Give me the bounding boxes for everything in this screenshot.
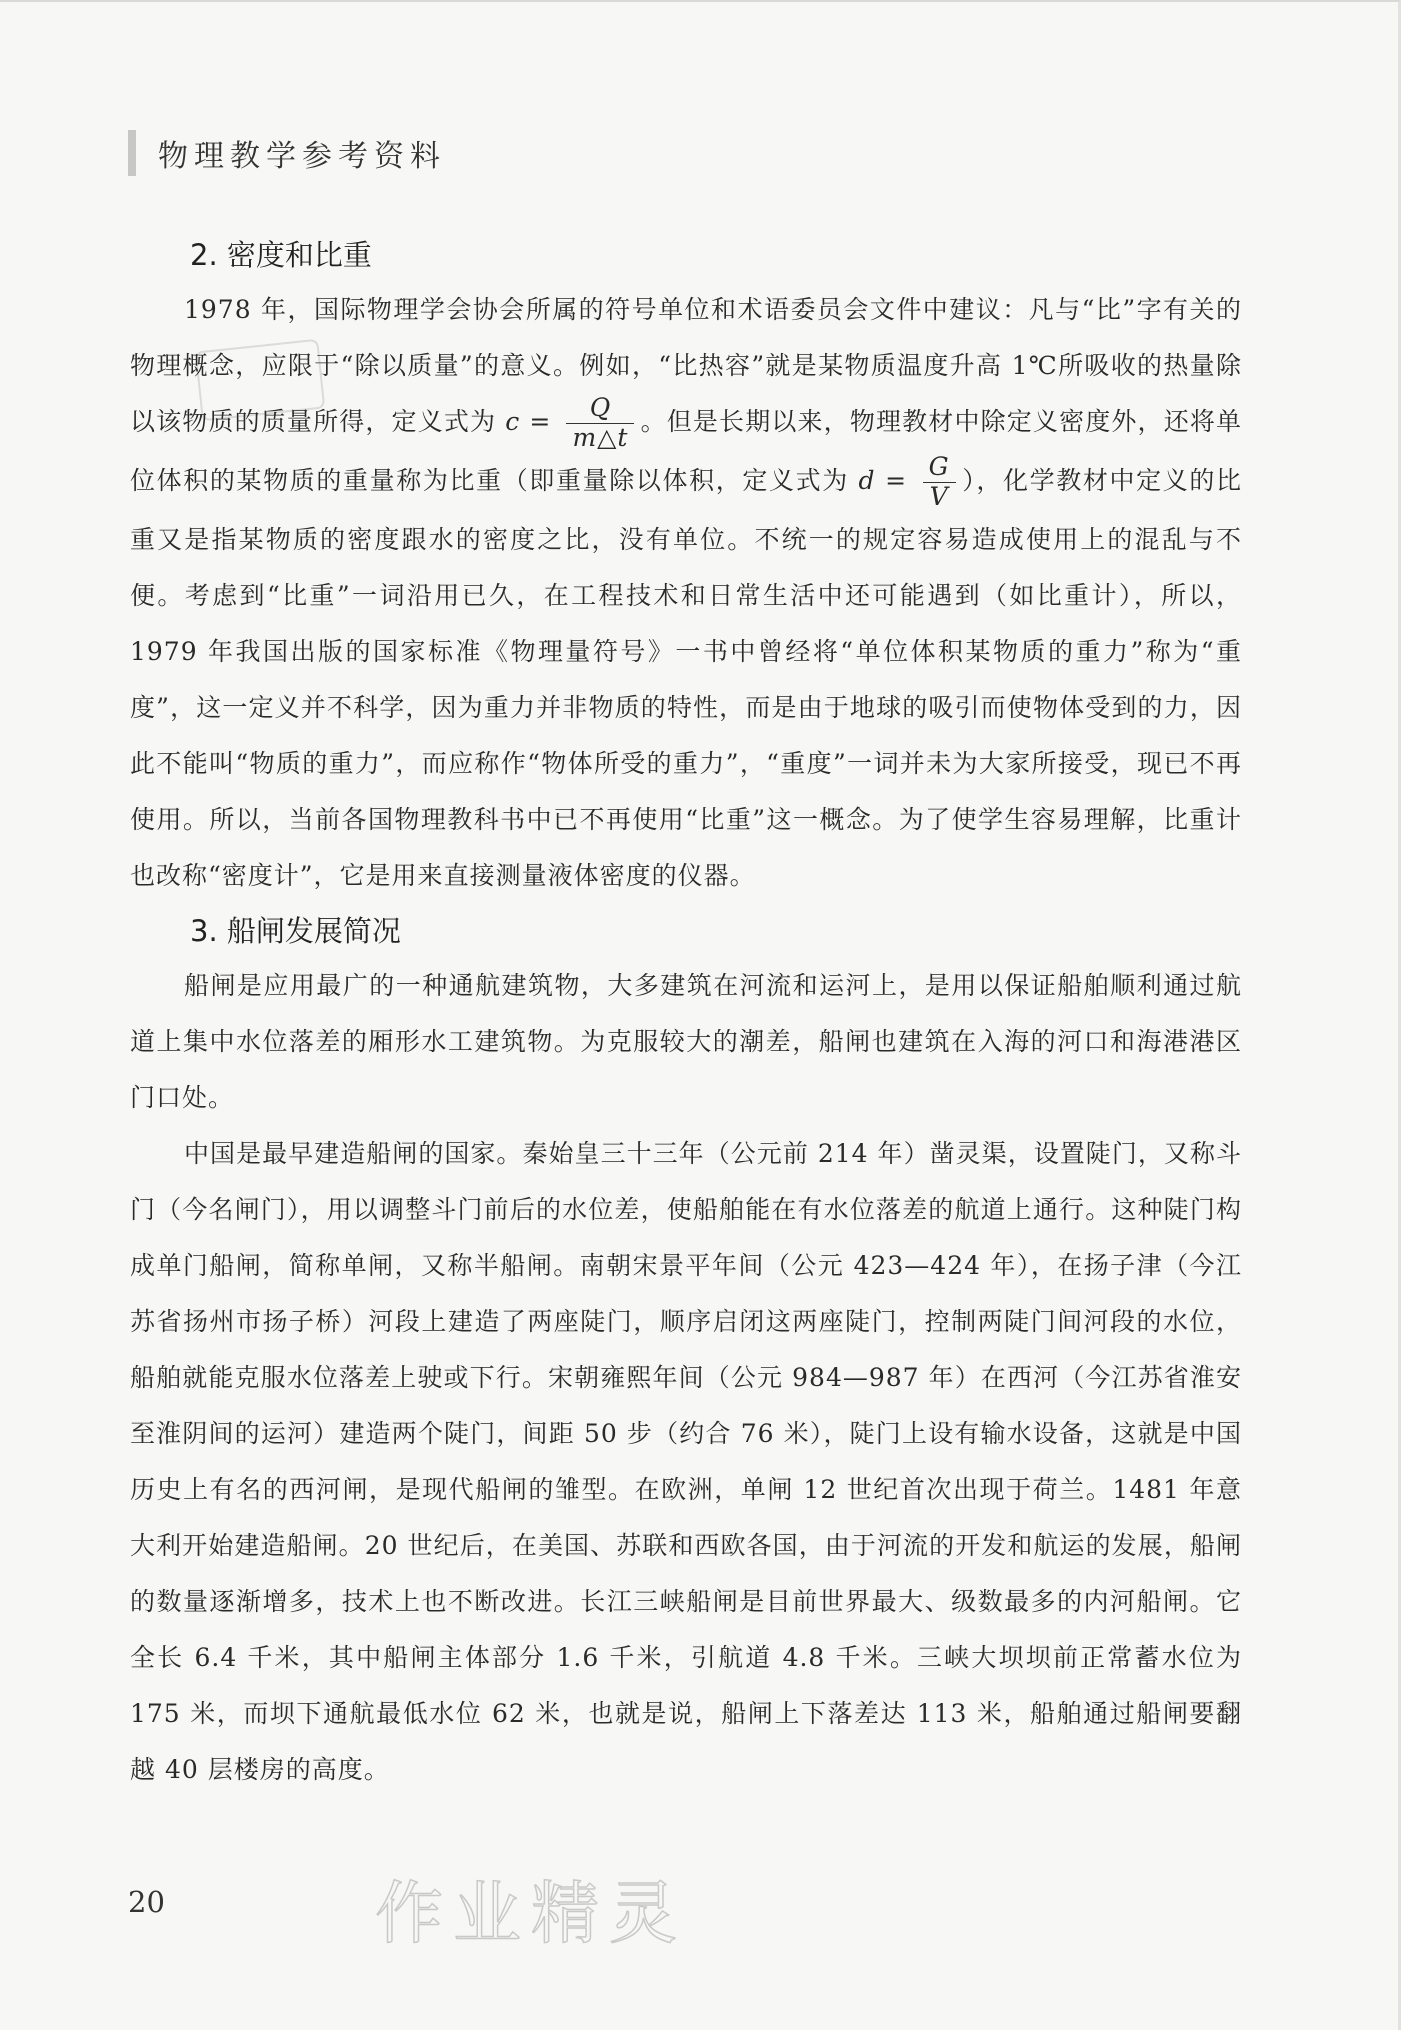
section-heading-density: 2. 密度和比重 — [190, 238, 372, 272]
formula-denominator: V — [929, 481, 949, 511]
formula-numerator: Q — [566, 394, 634, 424]
page-number: 20 — [128, 1885, 165, 1919]
paragraph-ship-lock-intro: 船闸是应用最广的一种通航建筑物，大多建筑在河流和运河上，是用以保证船舶顺利通过航道上集中水位落差的厢形水工建筑物。为克服较大的潮差，船闸也建筑在入海的河口和海港港区门口处。 — [130, 970, 1242, 1112]
formula-denominator: m△t — [572, 423, 629, 452]
section-heading-ship-lock: 3. 船闸发展简况 — [190, 913, 401, 948]
main-content — [130, 228, 1242, 1798]
paragraph-ship-lock-history: 中国是最早建造船闸的国家。秦始皇三十三年（公元前 214 年）凿灵渠，设置陡门，又称斗门（今名闸门），用以调整斗门前后的水位差，使船舶能在有水位落差的航道上通行。这种陡门构成单门船闸，简称单闸，又称半船闸。南朝宋景平年间（公元 423—424 年），在扬子津（今江苏省扬州市扬子桥）河段上建造了两座陡门，顺序启闭这两座陡门，控制两陡门间河段的水位，船舶就能克服水位落差上驶或下行。宋朝雍熙年间（公元 984—987 年）在西河（今江苏省淮安至淮阴间的运河）建造两个陡门，间距 50 步（约合 76 米），陡门上设有输水设备，这就是中国历史上有名的西河闸，是现代船闸的雏型。在欧洲，单闸 12 世纪首次出现于荷兰。1481 年意大利开始建造船闸。20 世纪后，在美国、苏联和西欧各国，由于河流的开发和航运的发展，船闸的数量逐渐增多，技术上也不断改进。长江三峡船闸是目前世界最大、级数最多的内河船闸。它全长 6.4 千米，其中船闸主体部分 1.6 千米，引航道 4.8 千米。三峡大坝坝前正常蓄水位为 175 米，而坝下通航最低水位 62 米，也就是说，船闸上下落差达 113 米，船舶通过船闸要翻越 40 层楼房的高度。 — [130, 1138, 1242, 1784]
formula-specific-gravity — [923, 453, 956, 512]
symbol-d: d — [858, 465, 876, 495]
header-bar — [128, 130, 136, 176]
header-title: 物理教学参考资料 — [158, 139, 446, 174]
watermark: 作业精灵 — [375, 1875, 688, 1954]
formula-specific-heat — [566, 394, 634, 453]
running-header — [128, 128, 446, 178]
symbol-c: c — [505, 407, 521, 436]
paragraph-density: 1978 年，国际物理学会协会所属的符号单位和术语委员会文件中建议：凡与“比”字有关的物理概念，应限于“除以质量”的意义。例如，“比热容”就是某物质温度升高 1℃所吸收的热量除以该物质的质量所得，定义式为 c = $\frac{Q}{m\triangle t}$ 。但是长期以来，物理教材中除定义密度外，还将单位体积的某物质的重量称为比重（即重量除以体积，定义式为 d = $\frac{G}{V}$ ），化学教材中定义的比重又是指某物质的密度跟水的密度之比，没有单位。不统一的规定容易造成使用上的混乱与不便。考虑到“比重”一词沿用已久，在工程技术和日常生活中还可能遇到（如比重计），所以，1979 年我国出版的国家标准《物理量符号》一书中曾经将“单位体积某物质的重力”称为“重度”，这一定义并不科学，因为重力并非物质的特性，而是由于地球的吸引而使物体受到的力，因此不能叫“物质的重力”，而应称作“物体所受的重力”，“重度”一词并未为大家所接受，现已不再使用。所以，当前各国物理教科书中已不再使用“比重”这一概念。为了使学生容易理解，比重计也改称“密度计”，它是用来直接测量液体密度的仪器。 — [130, 295, 1243, 890]
formula-numerator: G — [923, 453, 956, 483]
